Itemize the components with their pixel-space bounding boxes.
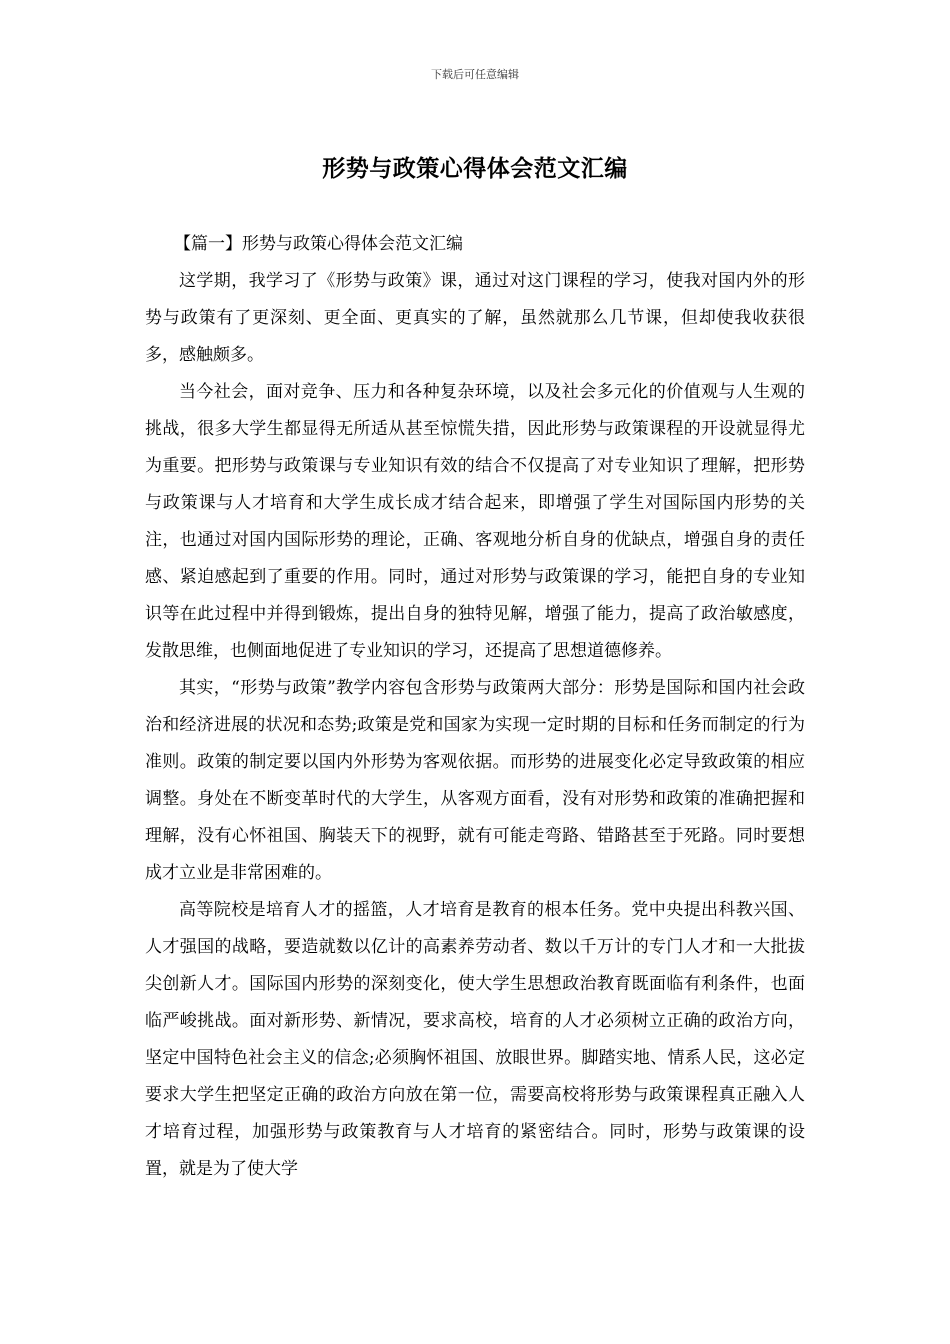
document-body [145,226,805,1188]
paragraph-3: 其实，“形势与政策”教学内容包含形势与政策两大部分：形势是国际和国内社会政治和经济进展的状况和态势;政策是党和国家为实现一定时期的目标和任务而制定的行为准则。政策的制定要以国内外形势为客观依据。而形势的进展变化必定导致政策的相应调整。身处在不断变革时代的大学生，从客观方面看，没有对形势和政策的准确把握和理解，没有心怀祖国、胸装天下的视野，就有可能走弯路、错路甚至于死路。同时要想成才立业是非常困难的。 [145,678,805,883]
section-heading: 【篇一】形势与政策心得体会范文汇编 [174,234,463,254]
paragraph-2: 当今社会，面对竞争、压力和各种复杂环境，以及社会多元化的价值观与人生观的挑战，很多大学生都显得无所适从甚至惊慌失措，因此形势与政策课程的开设就显得尤为重要。把形势与政策课与专业知识有效的结合不仅提高了对专业知识了理解，把形势与政策课与人才培育和大学生成长成才结合起来，即增强了学生对国际国内形势的关注，也通过对国内国际形势的理论，正确、客观地分析自身的优缺点，增强自身的责任感、紧迫感起到了重要的作用。同时，通过对形势与政策课的学习，能把自身的专业知识等在此过程中并得到锻炼，提出自身的独特见解，增强了能力，提高了政治敏感度，发散思维，也侧面地促进了专业知识的学习，还提高了思想道德修养。 [145,382,805,661]
paragraph-1: 这学期，我学习了《形势与政策》课，通过对这门课程的学习，使我对国内外的形势与政策有了更深刻、更全面、更真实的了解，虽然就那么几节课，但却使我收获很多，感触颇多。 [145,271,805,365]
document-title: 形势与政策心得体会范文汇编 [322,155,628,182]
paragraph-4: 高等院校是培育人才的摇篮，人才培育是教育的根本任务。党中央提出科教兴国、人才强国的战略，要造就数以亿计的高素养劳动者、数以千万计的专门人才和一大批拔尖创新人才。国际国内形势的深刻变化，使大学生思想政治教育既面临有利条件，也面临严峻挑战。面对新形势、新情况，要求高校，培育的人才必须树立正确的政治方向，坚定中国特色社会主义的信念;必须胸怀祖国、放眼世界。脚踏实地、情系人民，这必定要求大学生把坚定正确的政治方向放在第一位，需要高校将形势与政策课程真正融入人才培育过程，加强形势与政策教育与人才培育的紧密结合。同时，形势与政策课的设置，就是为了使大学 [145,900,805,1179]
header-note: 下载后可任意编辑 [431,68,519,81]
